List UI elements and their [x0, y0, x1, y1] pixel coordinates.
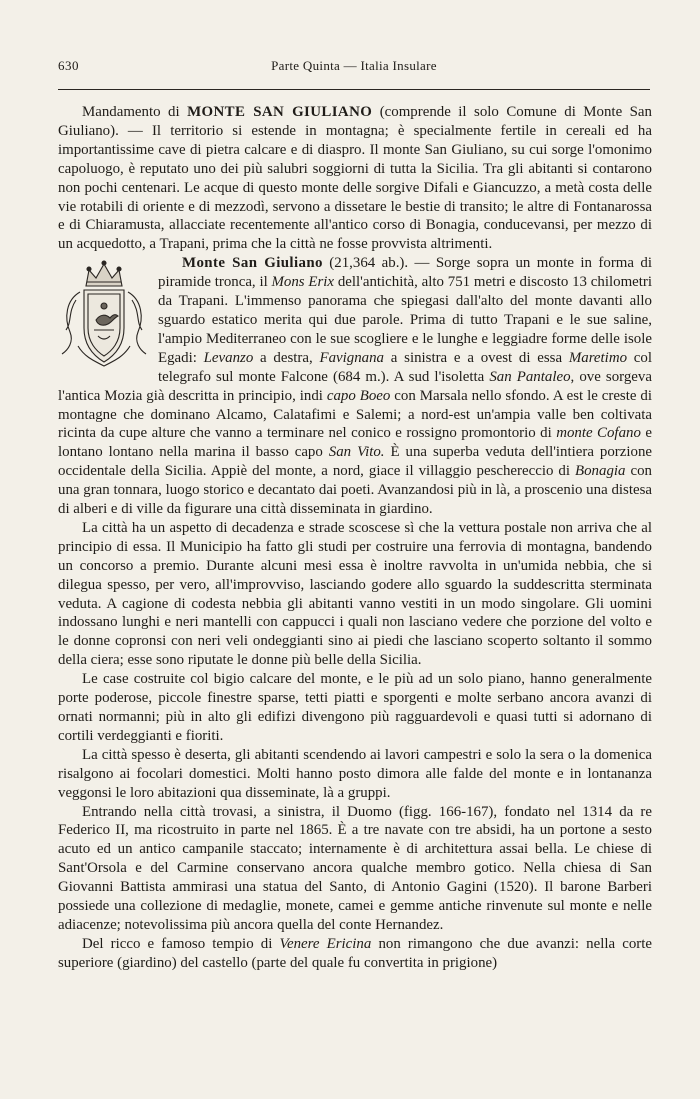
paragraph-city-aspect: La città ha un aspetto di decadenza e strade scoscese sì che la vettura postale non arriva che al principio di essa. Il Municipio ha fatto gli studi per costruire una ferrovia di montagna, bandendo un concorso a premio. Durante alcuni mesi essa è inoltre ravvolta in un'umida nebbia, che si dilegua spesso, per vero, all'improvviso, lasciando godere allo sguardo la suddescritta sterminata veduta. A cagione di codesta nebbia gli abitanti vanno vestiti in un modo singolare. Gli uomini indossano lunghi e neri mantelli con cappucci i quali non lasciano vedere che porzione del volto e le donne copronsi con neri veli ondeggianti sino ai piedi che lasciano scoperto soltanto il sommo della ciera; esse sono riputate le donne più belle della Sicilia. — [58, 519, 652, 669]
paragraph-deserted-city: La città spesso è deserta, gli abitanti scendendo ai lavori campestri e solo la sera o la domenica risalgono ai focolari domestici. Molti hanno posto dimora alle falde del monte e in lontananza veggonsi le loro abitazioni qua disseminate, là a gruppi. — [58, 746, 652, 801]
text-run: e lontano lontano nella marina il basso capo — [58, 425, 652, 461]
text-run: con una gran tonnara, luogo storico e decantato dai poeti. Avanzandosi più in là, a proscenio una distesa di alberi e di ville da figurare una città disseminata in giardino. — [58, 463, 652, 518]
paragraph-temple-venus — [58, 935, 652, 973]
italic-term: Bonagia — [575, 463, 626, 480]
text-run: col telegrafo sul monte Falcone (684 m.). A sud l'isoletta — [158, 349, 652, 385]
italic-term: monte Cofano — [556, 425, 641, 442]
text-run: , ove sorgeva l'antica Mozia già descritta in principio, indi — [58, 368, 652, 404]
text-run: Mandamento di — [82, 104, 188, 120]
text-run: (21,364 ab.). — Sorge sopra un monte in forma di piramide tronca, il — [158, 255, 652, 291]
text-run: È una superba veduta dell'intiera porzione occidentale della Sicilia. Appiè del monte, a nord, giace il villaggio peschereccio di — [58, 444, 652, 480]
text-run: a destra, — [253, 349, 320, 366]
italic-term: San Pantaleo — [489, 368, 571, 385]
italic-term: Mons Erix — [271, 274, 335, 291]
paragraph-monte-san-giuliano — [58, 254, 652, 519]
page-header — [58, 58, 650, 80]
text-run: non rimangono che due avanzi: nella corte superiore (giardino) del castello (parte del quale fu convertita in prigione) — [58, 935, 653, 971]
paragraph-duomo: Entrando nella città trovasi, a sinistra, il Duomo (figg. 166-167), fondato nel 1314 da re Federico II, ma ricostruito in parte nel 1865. È a tre navate con tre absidi, ha un portone a sesto acuto ed un antico campanile staccato; internamente è di architettura assai bella. Le chiese di Sant'Orsola e del Carmine conservano ancora qualche membro gotico. Nella chiesa di San Giovanni Battista ammirasi una statua del Santo, di Antonio Gagini (1520). Il barone Barberi possiede una collezione di medaglie, monete, camei e gemme antiche rinvenute sul monte e nelle adiacenze; notevolissima più ancora quella del conte Hernandez. — [58, 803, 652, 933]
text-run: con Marsala nello sfondo. A est le creste di montagne che dominano Alcamo, Calatafimi e Salemi; a nord-est un'ampia valle ben coltivata ricinta da cupe alture che vanno a terminare nel conico e rossigno promontorio di — [58, 387, 652, 442]
paragraph-houses: Le case costruite col bigio calcare del monte, e le più ad un solo piano, hanno generalmente porte poderose, piccole finestre sparse, tetti piatti e sporgenti e molte serbano ancora avanzi di ornati normanni; più in alto gli edifizi divengono più ragguardevoli e quasi tutti si adornano di cortili verdeggianti e fioriti. — [58, 671, 652, 744]
italic-term: San Vito. — [328, 444, 385, 461]
italic-term: Maretimo — [568, 349, 628, 366]
body-text — [58, 103, 652, 973]
place-name: MONTE SAN GIULIANO — [187, 104, 373, 120]
italic-term: Levanzo — [203, 349, 254, 366]
italic-term: Venere Ericina — [279, 935, 372, 952]
text-run: a sinistra e a ovest di essa — [384, 349, 569, 366]
header-rule — [58, 89, 650, 90]
text-run: dell'antichità, alto 751 metri e discosto 13 chilometri da Trapani. L'immenso panorama che spiegasi dall'alto del monte davanti allo sguardo estatico merita qui due parole. Prima di tutto Trapani e le sue saline, l'ampio Mediterraneo con le sue scogliere e le lunghe e leggiadre forme delle isole Egadi: — [158, 274, 652, 366]
page-number: 630 — [58, 58, 79, 73]
italic-term: capo Boeo — [326, 387, 391, 404]
running-head: Parte Quinta — Italia Insulare — [271, 58, 437, 73]
paragraph-mandamento — [58, 103, 652, 254]
text-run: (comprende il solo Comune di Monte San Giuliano). — Il territorio si estende in montagna; è specialmente fertile in cereali ed ha importantissime cave di pietra calcare e di diaspro. Il monte San Giuliano, su cui sorge l'omonimo capoluogo, è reputato uno dei più salubri soggiorni di tutta la Sicilia. Tra gli abitanti si contarono non pochi centenari. Le acque di questo monte delle sorgive Difali e Giancuzzo, a metà costa delle vie rotabili di oriente e di mezzodì, servono a dissetare le bestie di transito; le altre di Fontanarossa e di Chiaramusta, allacciate recentemente all'antico corso di Bonagia, conducevansi, per mezzo di un acquedotto, a Trapani, prima che la città ne fosse provvista altrimenti. — [58, 104, 652, 253]
italic-term: Favignana — [319, 349, 384, 366]
coat-of-arms-icon — [58, 256, 150, 374]
text-run: Del ricco e famoso tempio di — [82, 935, 280, 952]
place-name: Monte San Giuliano — [182, 255, 323, 272]
